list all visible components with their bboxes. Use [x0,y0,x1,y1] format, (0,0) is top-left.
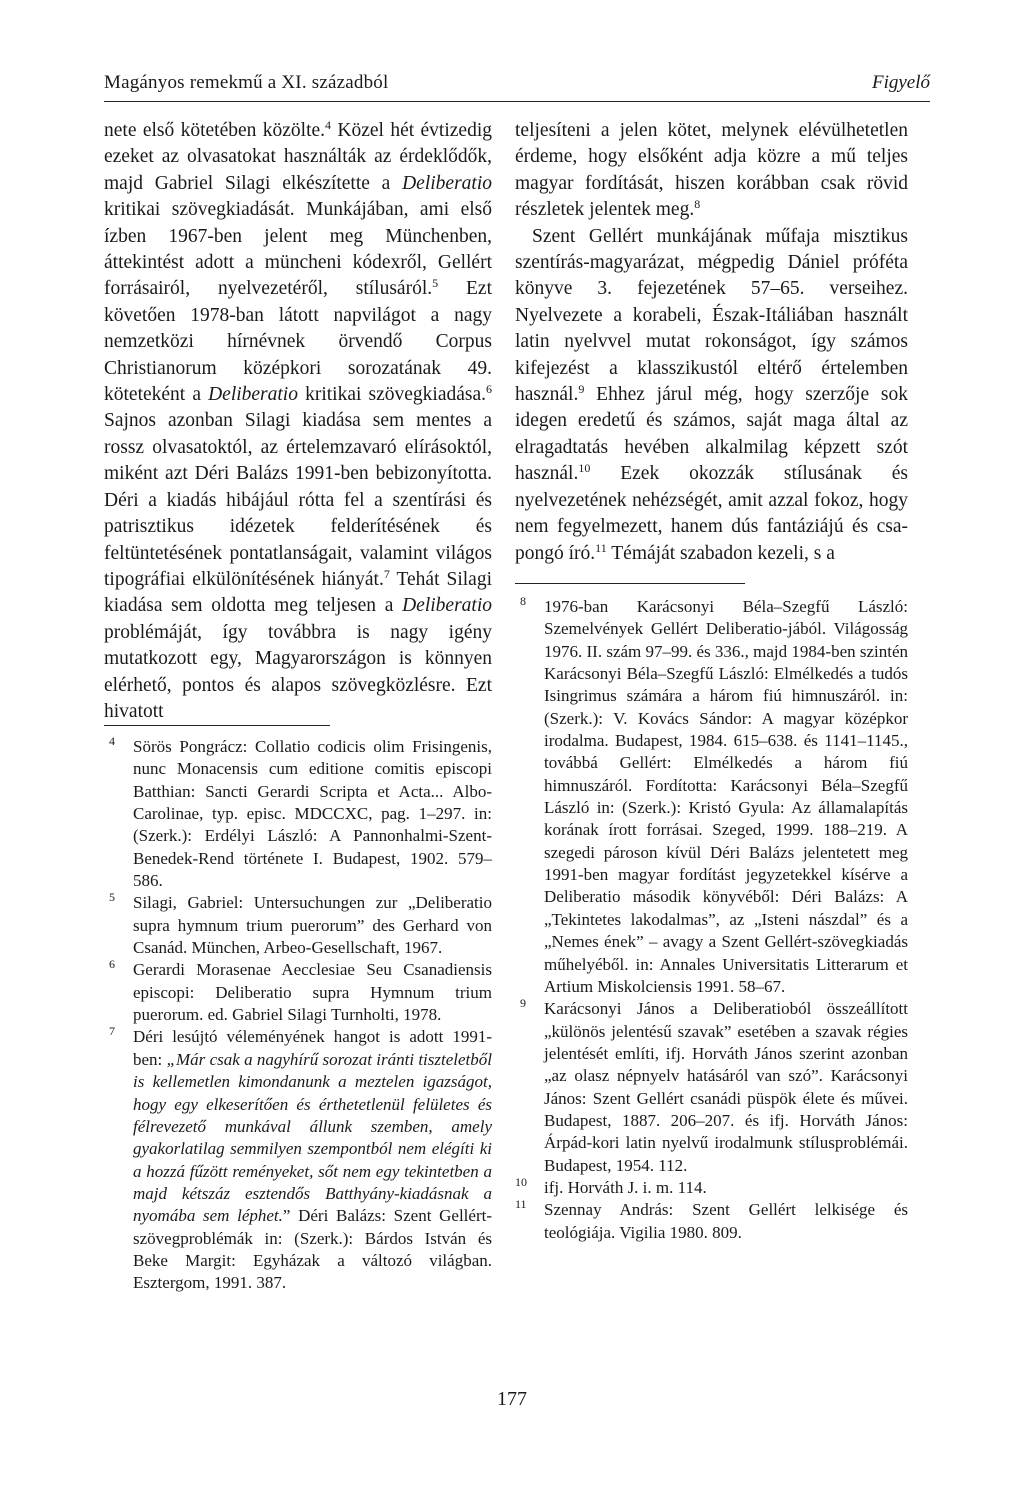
footnote [515,1199,908,1244]
running-title: Magányos remekmű a XI. századból [104,72,389,93]
body-paragraph: Szent Gellért munkájának műfaja misztikus szentírás-magyarázat, mégpedig Dániel próféta könyve 3. fejezetének 57–65. verseihez. Nyelvezete a korabeli, Észak-Itáliában használt latin nyelvvel mutat rokonságot, így számos kifejezést a klasszikustól eltérő értelemben használ.$^9$ Ehhez járul még, hogy szerzője sok idegen eredetű és számos, saját maga által az elragadtatás hevében alkalmilag képzett szót használ.$^{10}$ Ezek okozzák stílusának és nyelvezetének nehézségét, amit azzal fokoz, hogy nem fegyelmezett, hanem dús fantáziájú és csapongó író.$^{11}$ Témáját szabadon kezeli, s a [515,225,908,564]
footnote-rule [515,583,745,584]
left-footnotes [104,736,492,1295]
footnote-text: Silagi, Gabriel: Untersuchungen zur „Deliberatio supra hymnum trium puerorum” des Gerhard von Csanád. München, Arbeo-Gesellschaft, 1967. [133,893,492,958]
footnote [515,1174,908,1199]
right-footnotes [515,596,908,1244]
footnote-text: 1976-ban Karácsonyi Béla–Szegfű László: Szemelvények Gellért Deliberatio-jából. Világosság 1976. II. szám 97–99. és 336., majd 1984-ben szintén Karácsonyi Béla–Szegfű László: Elmélkedés a tudós Isingrimus számára a három fiú himnuszáról. in: (Szerk.): V. Kovács Sándor: A magyar középkor irodalma. Budapest, 1984. 615–638. és 1141–1145., továbbá Gellért: Elmélkedés a három fiú himnuszáról. Fordította: Karácsonyi Béla–Szegfű László in: (Szerk.): Kristó Gyula: Az államalapítás korának írott forrásai. Szeged, 1999. 188–219. A szegedi pároson kívül Déri Balázs jelentetett meg 1991-ben magyar fordítást jegyzetekkel kísérve a Deliberatio második könyvéből: Déri Balázs: A „Tekintetes lakodalmas”, az „Isteni nászdal” és a „Nemes ének” – avagy a Szent Gellért-szövegkiadás műhelyéből. in: Annales Universitatis Litterarum et Artium Miskolciensis 1991. 58–67. [544,597,909,996]
footnote-ref[interactable]: 8 [694,197,701,212]
footnote-number: 7 [109,1024,115,1039]
footnote-quote: „Már csak a nagyhírű sorozat iránti tiszteletből is kellemetlen kimondanunk a meztelen igazságot, hogy egy elkeserítően és érthetetlenül felületes és félrevezető munkával állunk szemben, amely gyakorlatilag semmilyen szempontból nem elégíti ki a hozzá fűzött reményeket, sőt nem egy tekintetben a majd kétszáz esztendős Batthyány-kiadásnak a nyomába sem léphet. [133,1049,492,1226]
page-number: 177 [497,1388,527,1410]
footnote-text: Szennay András: Szent Gellért lelkisége és teológiája. Vigilia 1980. 809. [544,1200,908,1242]
footnote-text: ifj. Horváth J. i. m. 114. [544,1177,707,1197]
right-column-body [515,118,908,567]
footnote-number: 8 [520,594,526,608]
header-rule [104,101,930,102]
footnote-number: 4 [109,734,115,748]
footnote [104,959,492,1026]
body-paragraph: teljesíteni a jelen kötet, melynek elévülhetetlen érdeme, hogy elsőként adja közre a mű teljes magyar fordítását, hiszen korábban csak rövid részletek jelentek meg.$^8$ [515,120,908,221]
footnote-number: 5 [109,890,115,905]
footnote [515,998,908,1177]
footnote [104,892,492,959]
footnote-ref[interactable]: 9 [578,382,585,397]
footnote-ref[interactable]: 4 [325,118,332,132]
footnote-text: Sörös Pongrácz: Collatio codicis olim Frisingenis, nunc Monacensis cum editione comitis episcopi Batthian: Sancti Gerardi Scripta et Acta... Albo-Carolinae, typ. episc. MDCCXC, pag. 1–297. in: (Szerk.): Erdélyi László: A Pannonhalmi-Szent-Benedek-Rend története I. Budapest, 1902. 579–586. [133,737,492,891]
footnote [515,596,908,998]
italic-title: Deliberatio [402,172,492,194]
section-title: Figyelő [871,72,930,93]
footnote-number: 6 [109,957,115,972]
footnote-number: 11 [515,1197,527,1212]
footnote-ref[interactable]: 10 [578,461,591,476]
left-column-body [104,118,492,725]
footnote-ref[interactable]: 11 [595,540,607,555]
footnote-text: Karácsonyi János a Deliberatioból összeállított „különös jelentésű szavak” esetében a szavak régies jelentését említi, ifj. Horváth János szerint azonban „az olasz népnyelv hatásáról van szó”. Karácsonyi János: Szent Gellért csanádi püspök élete és művei. Budapest, 1887. 206–207. és ifj. Horváth János: Árpád-kori latin nyelvű irodalmunk stílusproblémái. Budapest, 1954. 112. [544,999,908,1175]
footnote-text: Déri lesújtó véleményének hangot is adott 1991-ben: [133,1027,492,1069]
italic-title: Deliberatio [402,595,492,617]
footnote-number: 9 [520,996,526,1011]
footnote-ref[interactable]: 7 [383,566,390,581]
body-paragraph: nete első kötetében közölte.$^4$ Közel hét évtizedig ezeket az olvasatokat használták az érdeklődők, majd Gabriel Silagi elkészítette a Deliberatio kritikai szövegkiadását. Munkájában, ami első ízben 1967-ben jelent meg Münchenben, áttekintést adott a müncheni kódexről, Gellért forrásairól, nyelvezetéről, stílusáról.$^5$ Ezt követően 1978-ban látott napvilágot a nagy nemzetközi hírnévnek örvendő Corpus Christianorum középkori sorozatának 49. köteteként a Deliberatio kritikai szövegkiadása.$^6$ Sajnos azonban Silagi kiadása sem mentes a rossz olvasatoktól, az értelemzavaró elírásoktól, miként azt Déri Balázs 1991-ben bebizonyította. Déri a kiadás hibájául rótta fel a szentírási és patrisztikus idézetek felderítésének és feltüntetésének pontatlanságait, valamint világos tipográfiai elkülönítésének hiányát.$^7$ Tehát Silagi kiadása sem oldotta meg teljesen a Deliberatio problémáját, így továbbra is nagy igény mutatkozott egy, Magyarországon is könnyen elérhető, pontos és alapos szövegközlésre. Ezt hivatott [104,118,492,722]
footnote-ref[interactable]: 6 [486,382,492,397]
footnote [104,736,492,892]
footnote-number: 10 [515,1174,527,1189]
footnote [104,1026,492,1294]
italic-title: Deliberatio [208,384,298,406]
footnote-rule [104,725,330,726]
footnote-text: ” Déri Balázs: Szent Gellért-szövegproblémák in: (Szerk.): Bárdos István és Beke Margit: Egyházak a változó világban. Esztergom, 1991. 387. [133,1206,492,1293]
running-header [104,72,930,102]
footnote-ref[interactable]: 5 [432,276,439,291]
footnote-text: Gerardi Morasenae Aecclesiae Seu Csanadiensis episcopi: Deliberatio supra Hymnum trium puerorum. ed. Gabriel Silagi Turnholti, 1978. [133,960,492,1025]
